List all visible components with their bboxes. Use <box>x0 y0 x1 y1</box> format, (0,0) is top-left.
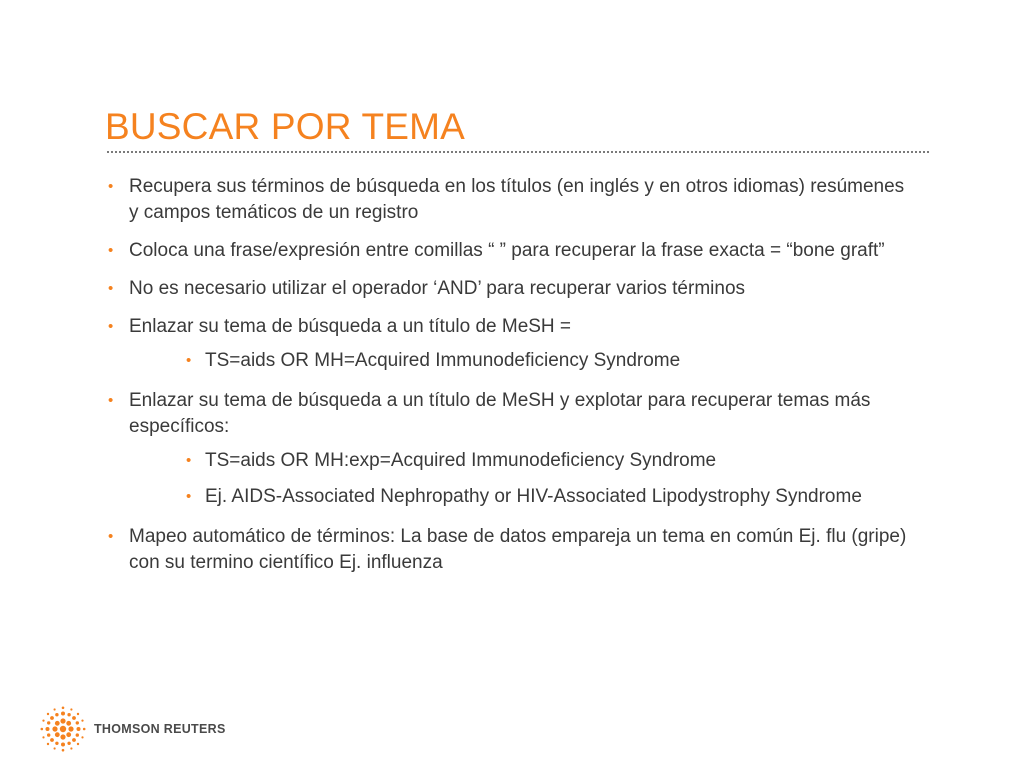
list-item-text: Enlazar su tema de búsqueda a un título de MeSH y explotar para recuperar temas más específicos: <box>129 390 871 437</box>
bullet-icon: • <box>108 280 114 297</box>
sub-list-item <box>108 348 913 374</box>
sub-list-item <box>108 448 913 474</box>
list-item-text: Coloca una frase/expresión entre comillas “ ” para recuperar la frase exacta = “bone graft” <box>129 240 885 261</box>
bullet-icon: • <box>186 352 192 369</box>
logo-text: THOMSON REUTERS <box>94 722 226 736</box>
bullet-icon: • <box>186 488 192 505</box>
sub-list-item-text: TS=aids OR MH=Acquired Immunodeficiency Syndrome <box>205 350 681 371</box>
list-item <box>108 524 913 576</box>
sub-list-item-text: TS=aids OR MH:exp=Acquired Immunodeficiency Syndrome <box>205 450 717 471</box>
sub-list-item <box>108 484 913 510</box>
bullet-list <box>108 174 913 588</box>
title-divider <box>107 151 929 153</box>
company-logo <box>40 706 226 752</box>
thomson-reuters-dot-globe-icon <box>40 706 86 752</box>
list-item-text: Enlazar su tema de búsqueda a un título de MeSH = <box>129 316 572 337</box>
slide-title: BUSCAR POR TEMA <box>105 106 466 147</box>
list-item-text: Mapeo automático de términos: La base de datos empareja un tema en común Ej. flu (gripe) con su termino científico Ej. influenza <box>129 526 907 573</box>
bullet-icon: • <box>108 178 114 195</box>
bullet-icon: • <box>186 452 192 469</box>
bullet-icon: • <box>108 528 114 545</box>
list-item-text: Recupera sus términos de búsqueda en los títulos (en inglés y en otros idiomas) resúmenes y campos temáticos de un registro <box>129 176 905 223</box>
list-item <box>108 174 913 226</box>
bullet-icon: • <box>108 242 114 259</box>
sub-list-item-text: Ej. AIDS-Associated Nephropathy or HIV-Associated Lipodystrophy Syndrome <box>205 486 862 507</box>
list-item <box>108 388 913 440</box>
list-item <box>108 276 913 302</box>
list-item <box>108 238 913 264</box>
list-item-text: No es necesario utilizar el operador ‘AND’ para recuperar varios términos <box>129 278 746 299</box>
bullet-icon: • <box>108 318 114 335</box>
list-item <box>108 314 913 340</box>
bullet-icon: • <box>108 392 114 409</box>
